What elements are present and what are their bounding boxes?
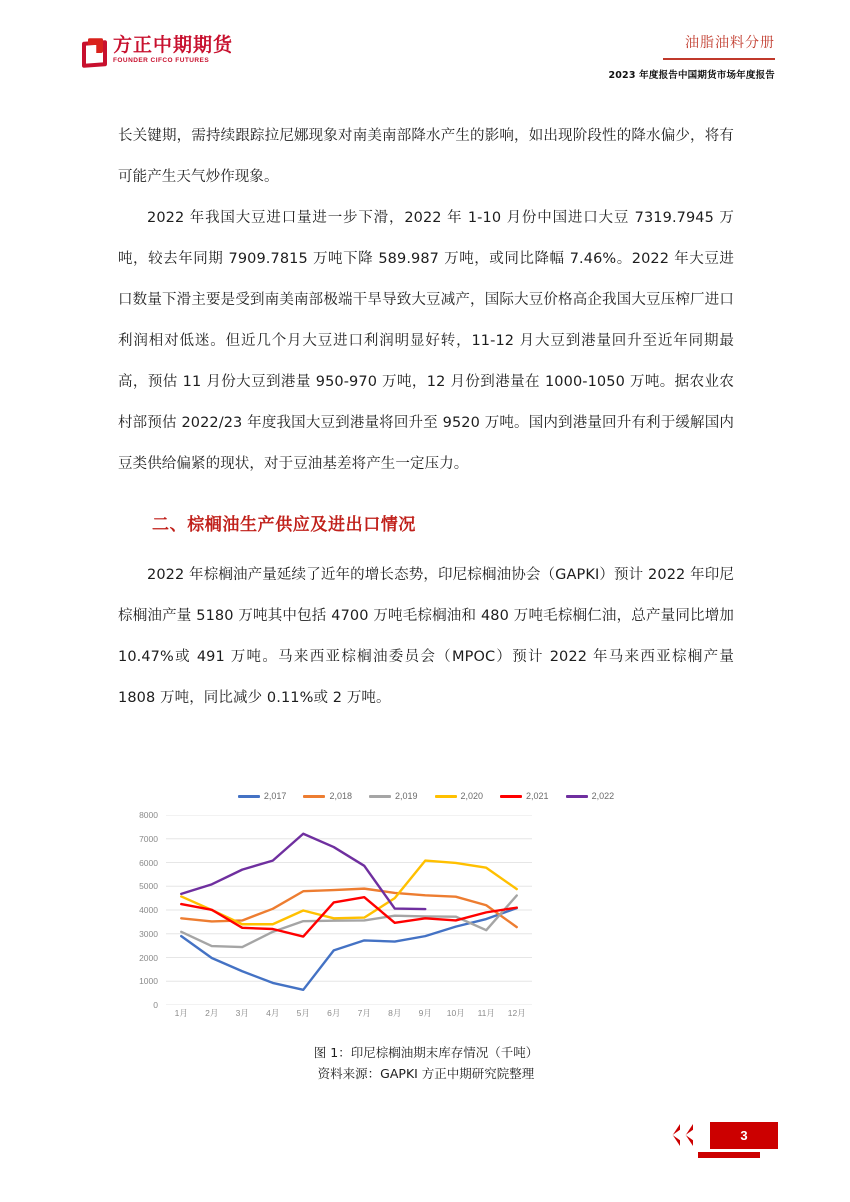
y-axis-tick-label: 2000: [139, 952, 158, 963]
legend-label: 2,020: [460, 791, 484, 801]
chart-container: [118, 783, 734, 1038]
paragraph-2: 2022 年我国大豆进口量进一步下滑，2022 年 1-10 月份中国进口大豆 7319.7945 万吨，较去年同期 7909.7815 万吨下降 589.987 万吨，或同比降幅 7.46%。2022 年大豆进口数量下滑主要是受到南美南部极端干旱导致大豆减产，国际大豆价格高企我国大豆压榨厂进口利润相对低迷。但近几个月大豆进口利润明显好转，11-12 月大豆到港量回升至近年同期最高，预估 11 月份大豆到港量 950-970 万吨，12 月份到港量在 1000-1050 万吨。据农业农村部预估 2022/23 年度我国大豆到港量将回升至 9520 万吨。国内到港量回升有利于缓解国内豆类供给偏紧的现状，对于豆油基差将产生一定压力。: [118, 210, 734, 472]
legend-label: 2,017: [263, 791, 287, 801]
page-header: [0, 0, 850, 100]
logo-chinese-name: 方正中期期货: [113, 34, 234, 56]
y-axis-tick-label: 8000: [139, 810, 158, 820]
y-axis-tick-label: 5000: [139, 881, 158, 892]
chart-y-axis: [118, 810, 162, 1010]
x-axis-tick-label: 2月: [205, 1008, 219, 1018]
chart-legend: [118, 783, 734, 809]
x-axis-tick-label: 9月: [418, 1008, 432, 1018]
legend-swatch-icon: [238, 795, 260, 798]
legend-label: 2,021: [526, 791, 549, 801]
legend-swatch-icon: [500, 795, 522, 798]
x-axis-tick-label: 1月: [174, 1008, 188, 1018]
chart-line-2020: [181, 861, 517, 925]
chart-plot-area: [166, 815, 532, 1005]
legend-item-2020: [435, 791, 484, 801]
legend-swatch-icon: [369, 795, 391, 798]
double-chevron-left-icon: [668, 1120, 702, 1150]
y-axis-tick-label: 4000: [139, 905, 158, 915]
y-axis-tick-label: 1000: [139, 976, 158, 987]
page-footer: [668, 1120, 778, 1150]
legend-label: 2,022: [591, 791, 615, 801]
logo-english-name: FOUNDER CIFCO FUTURES: [113, 57, 210, 64]
document-body: [118, 116, 734, 719]
legend-item-2022: [566, 791, 615, 801]
founder-cifco-logo-icon: [80, 37, 106, 63]
header-divider: [663, 58, 775, 60]
legend-swatch-icon: [435, 795, 457, 798]
figure-1: [118, 783, 734, 1084]
page-number: 3: [740, 1127, 748, 1143]
legend-swatch-icon: [566, 795, 588, 798]
x-axis-tick-label: 8月: [388, 1008, 402, 1018]
x-axis-tick-label: 4月: [266, 1008, 280, 1018]
x-axis-tick-label: 11月: [477, 1008, 495, 1018]
legend-swatch-icon: [303, 795, 325, 798]
figure-source: 资料来源：GAPKI 方正中期研究院整理: [317, 1066, 535, 1081]
x-axis-tick-label: 7月: [357, 1008, 371, 1018]
chart-line-2022: [181, 834, 425, 909]
legend-item-2021: [500, 791, 549, 801]
chart-x-axis: [166, 1007, 532, 1025]
section-heading-2: 二、棕榈油生产供应及进出口情况: [152, 515, 416, 535]
legend-label: 2,018: [329, 791, 352, 801]
figure-caption: 图 1：印尼棕榈油期末库存情况（千吨）: [313, 1045, 539, 1060]
chart-plot-wrap: [118, 809, 734, 1037]
page-number-badge: [710, 1122, 778, 1149]
legend-label: 2,019: [394, 791, 418, 801]
page-number-underbar: [698, 1152, 760, 1158]
y-axis-tick-label: 6000: [139, 857, 158, 868]
legend-item-2017: [238, 791, 287, 801]
x-axis-tick-label: 3月: [235, 1008, 249, 1018]
legend-item-2019: [369, 791, 418, 801]
x-axis-tick-label: 10月: [446, 1008, 465, 1018]
y-axis-tick-label: 7000: [139, 833, 158, 844]
company-logo: [80, 36, 233, 65]
legend-item-2018: [303, 791, 352, 801]
x-axis-tick-label: 6月: [327, 1008, 341, 1018]
x-axis-tick-label: 12月: [507, 1008, 526, 1018]
header-report-subtitle: 2023 年度报告中国期货市场年度报告: [608, 70, 775, 81]
header-volume-title: 油脂油料分册: [685, 35, 775, 51]
paragraph-3: 2022 年棕榈油产量延续了近年的增长态势，印尼棕榈油协会（GAPKI）预计 2022 年印尼棕榈油产量 5180 万吨其中包括 4700 万吨毛棕榈油和 480 万吨毛棕榈仁油，总产量同比增加 10.47%或 491 万吨。马来西亚棕榈油委员会（MPOC）预计 2022 年马来西亚棕榈产量 1808 万吨，同比减少 0.11%或 2 万吨。: [118, 567, 734, 706]
chart-svg: [166, 815, 532, 1005]
y-axis-tick-label: 0: [153, 1000, 158, 1010]
paragraph-1: 长关键期，需持续跟踪拉尼娜现象对南美南部降水产生的影响，如出现阶段性的降水偏少，将有可能产生天气炒作现象。: [118, 128, 734, 185]
y-axis-tick-label: 3000: [139, 928, 158, 939]
header-right-block: [608, 32, 775, 81]
x-axis-tick-label: 5月: [296, 1008, 310, 1018]
